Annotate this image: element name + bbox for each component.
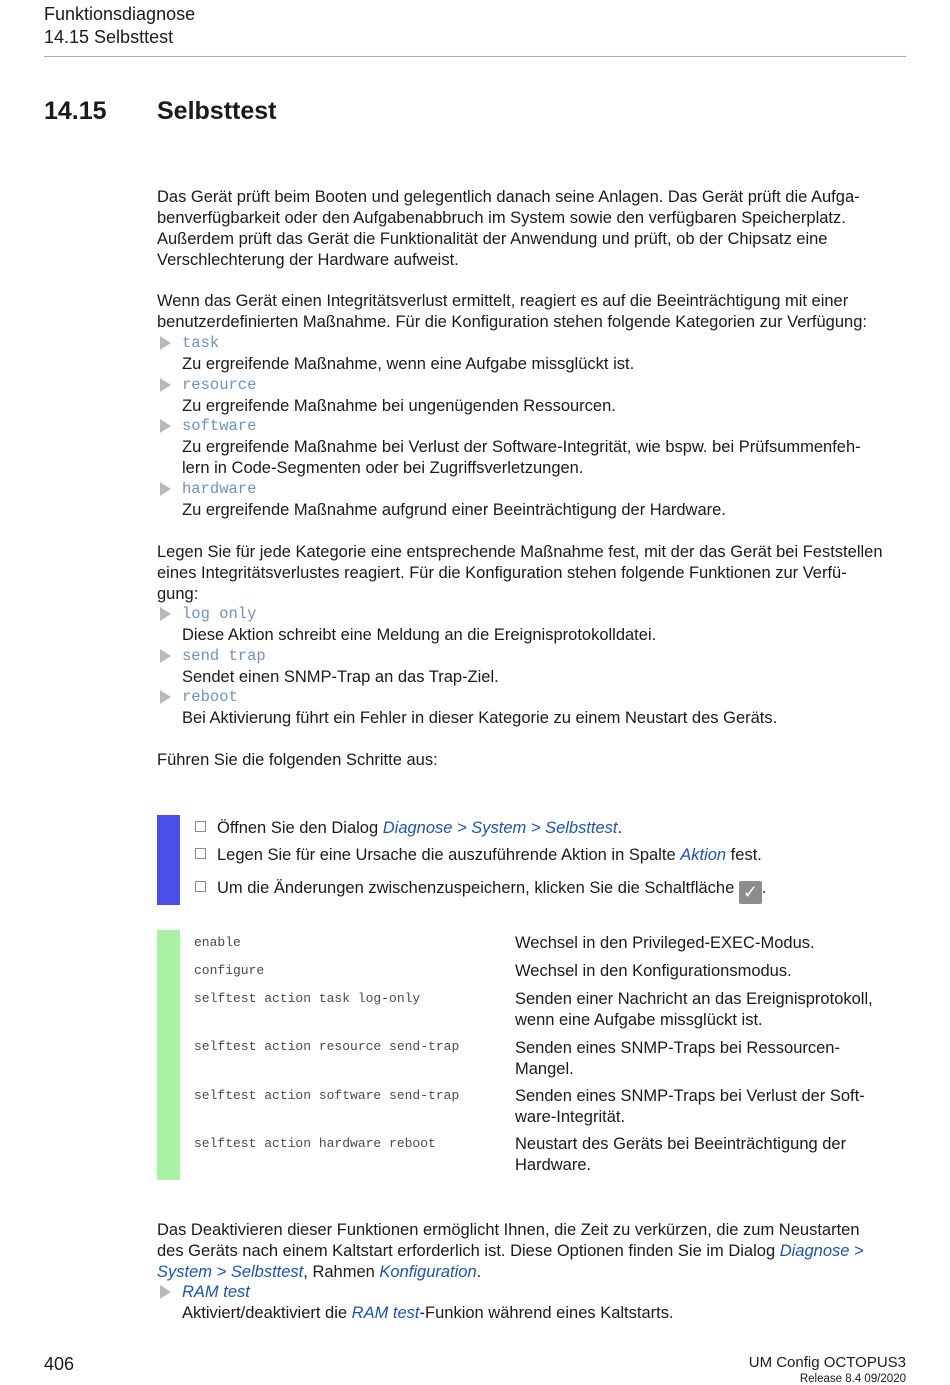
- gui-steps-marker: [157, 815, 180, 905]
- text-line: benverfügbarkeit oder den Aufgabenabbruch im System sowie den verfügbaren Speicherplatz.: [157, 209, 846, 227]
- text-line: Neustart des Geräts bei Beeinträchtigung der: [515, 1135, 847, 1153]
- cli-command: selftest action hardware reboot: [194, 1136, 436, 1151]
- document-title: UM Config OCTOPUS3: [748, 1354, 906, 1371]
- text-line: Senden eines SNMP-Traps bei Ressourcen-: [515, 1039, 840, 1057]
- step-text: .: [617, 819, 623, 837]
- text-line: Senden einer Nachricht an das Ereignisprotokoll,: [515, 990, 873, 1008]
- category-term-resource: resource: [182, 376, 257, 394]
- categories-intro-paragraph: [157, 291, 907, 333]
- text-run: des Geräts nach einem Kaltstart erforderlich ist. Diese Optionen finden Sie im Dialog: [157, 1242, 780, 1260]
- step-text: .: [761, 879, 767, 897]
- gui-step-3: [195, 878, 766, 904]
- text-line: Verschlechterung der Hardware aufweist.: [157, 251, 459, 269]
- bullet-arrow-icon: [160, 378, 171, 392]
- text-line: [157, 1262, 907, 1283]
- action-desc-log-only: Diese Aktion schreibt eine Meldung an die Ereignisprotokolldatei.: [182, 626, 657, 644]
- cli-command: configure: [194, 963, 265, 978]
- bullet-arrow-icon: [160, 690, 171, 704]
- bullet-arrow-icon: [160, 1285, 171, 1299]
- text-run: , Rahmen: [303, 1263, 380, 1281]
- cli-description: [515, 989, 905, 1031]
- ram-test-link: RAM test: [351, 1304, 420, 1322]
- text-line: Senden eines SNMP-Traps bei Verlust der Soft-: [515, 1087, 865, 1105]
- cli-description: Wechsel in den Privileged-EXEC-Modus.: [515, 934, 815, 952]
- action-desc-send-trap: Sendet einen SNMP-Trap an das Trap-Ziel.: [182, 668, 499, 686]
- section-number: 14.15: [44, 97, 107, 125]
- checkmark-save-icon[interactable]: ✓: [739, 881, 762, 904]
- dialog-path-link[interactable]: Diagnose >: [779, 1242, 864, 1260]
- running-header-section: 14.15 Selbsttest: [44, 27, 174, 47]
- cli-steps-marker: [157, 930, 180, 1180]
- bullet-arrow-icon: [160, 607, 171, 621]
- actions-intro-paragraph: [157, 542, 907, 605]
- cli-command: enable: [194, 935, 241, 950]
- category-desc-task: Zu ergreifende Maßnahme, wenn eine Aufgabe missglückt ist.: [182, 355, 635, 373]
- bullet-arrow-icon: [160, 482, 171, 496]
- category-desc-resource: Zu ergreifende Maßnahme bei ungenügenden Ressourcen.: [182, 397, 616, 415]
- cli-command: selftest action resource send-trap: [194, 1039, 460, 1054]
- step-text: Öffnen Sie den Dialog: [217, 819, 383, 837]
- intro-paragraph: [157, 187, 907, 271]
- dialog-path-link[interactable]: Diagnose > System > Selbsttest: [382, 819, 618, 837]
- text-line: Mangel.: [515, 1060, 574, 1078]
- section-title: Selbsttest: [157, 97, 277, 125]
- category-term-hardware: hardware: [182, 480, 257, 498]
- text-line: Das Deaktivieren dieser Funktionen ermöglicht Ihnen, die Zeit zu verkürzen, die zum Neustarten: [157, 1221, 860, 1239]
- action-term-send-trap: send trap: [182, 647, 266, 665]
- cli-command: selftest action software send-trap: [194, 1088, 460, 1103]
- text-line: Zu ergreifende Maßnahme bei Verlust der Software-Integrität, wie bspw. bei Prüfsummenfeh-: [182, 438, 861, 456]
- text-line: benutzerdefinierten Maßnahme. Für die Konfiguration stehen folgende Kategorien zur Verfügung:: [157, 313, 867, 331]
- action-term-reboot: reboot: [182, 688, 238, 706]
- category-term-task: task: [182, 334, 220, 352]
- gui-step-2: [195, 845, 762, 866]
- bullet-arrow-icon: [160, 419, 171, 433]
- step-text: Um die Änderungen zwischenzuspeichern, klicken Sie die Schaltfläche: [217, 879, 739, 897]
- release-info: Release 8.4 09/2020: [799, 1373, 906, 1385]
- column-name-link[interactable]: Aktion: [680, 846, 727, 864]
- category-term-software: software: [182, 417, 257, 435]
- step-checkbox-icon[interactable]: [195, 821, 206, 832]
- cli-description: [515, 1134, 905, 1176]
- text-line: Legen Sie für jede Kategorie eine entsprechende Maßnahme fest, mit der das Gerät bei Feststellen: [157, 543, 883, 561]
- text-line: Wenn das Gerät einen Integritätsverlust ermittelt, reagiert es auf die Beeinträchtigung mit einer: [157, 292, 849, 310]
- cli-description: [515, 1038, 905, 1080]
- header-divider: [44, 56, 906, 57]
- text-line: wenn eine Aufgabe missglückt ist.: [515, 1011, 763, 1029]
- ram-test-term: RAM test: [182, 1283, 250, 1301]
- text-line: Das Gerät prüft beim Booten und gelegentlich danach seine Anlagen. Das Gerät prüft die Aufga-: [157, 188, 860, 206]
- step-checkbox-icon[interactable]: [195, 881, 206, 892]
- page-number: 406: [44, 1354, 75, 1374]
- cli-command: selftest action task log-only: [194, 991, 421, 1006]
- step-text: fest.: [726, 846, 762, 864]
- bullet-arrow-icon: [160, 336, 171, 350]
- cli-description: [515, 1086, 905, 1128]
- text-line: ware-Integrität.: [515, 1108, 626, 1126]
- text-line: eines Integritätsverlustes reagiert. Für die Konfiguration stehen folgende Funktionen zur Verfü-: [157, 564, 847, 582]
- text-run: Aktiviert/deaktiviert die: [182, 1304, 352, 1322]
- text-line: gung:: [157, 585, 199, 603]
- text-line: lern in Code-Segmenten oder bei Zugriffsverletzungen.: [182, 459, 584, 477]
- text-run: -Funkion während eines Kaltstarts.: [419, 1304, 674, 1322]
- text-line: Hardware.: [515, 1156, 592, 1174]
- step-text: Legen Sie für eine Ursache die auszuführende Aktion in Spalte: [217, 846, 681, 864]
- bullet-arrow-icon: [160, 649, 171, 663]
- deactivate-paragraph: [157, 1220, 907, 1283]
- gui-step-1: [195, 818, 622, 839]
- category-desc-hardware: Zu ergreifende Maßnahme aufgrund einer Beeinträchtigung der Hardware.: [182, 501, 726, 519]
- steps-intro: Führen Sie die folgenden Schritte aus:: [157, 751, 438, 769]
- ram-test-desc: [182, 1303, 907, 1324]
- running-header-chapter: Funktionsdiagnose: [44, 4, 196, 24]
- step-checkbox-icon[interactable]: [195, 848, 206, 859]
- frame-name-link[interactable]: Konfiguration: [379, 1263, 477, 1281]
- action-desc-reboot: Bei Aktivierung führt ein Fehler in dieser Kategorie zu einem Neustart des Geräts.: [182, 709, 778, 727]
- category-desc-software: [182, 437, 907, 479]
- action-term-log-only: log only: [182, 605, 257, 623]
- cli-description: Wechsel in den Konfigurationsmodus.: [515, 962, 792, 980]
- text-run: .: [476, 1263, 482, 1281]
- dialog-path-link[interactable]: System > Selbsttest: [157, 1263, 304, 1281]
- text-line: Außerdem prüft das Gerät die Funktionalität der Anwendung und prüft, ob der Chipsatz eine: [157, 230, 828, 248]
- text-line: [157, 1241, 907, 1262]
